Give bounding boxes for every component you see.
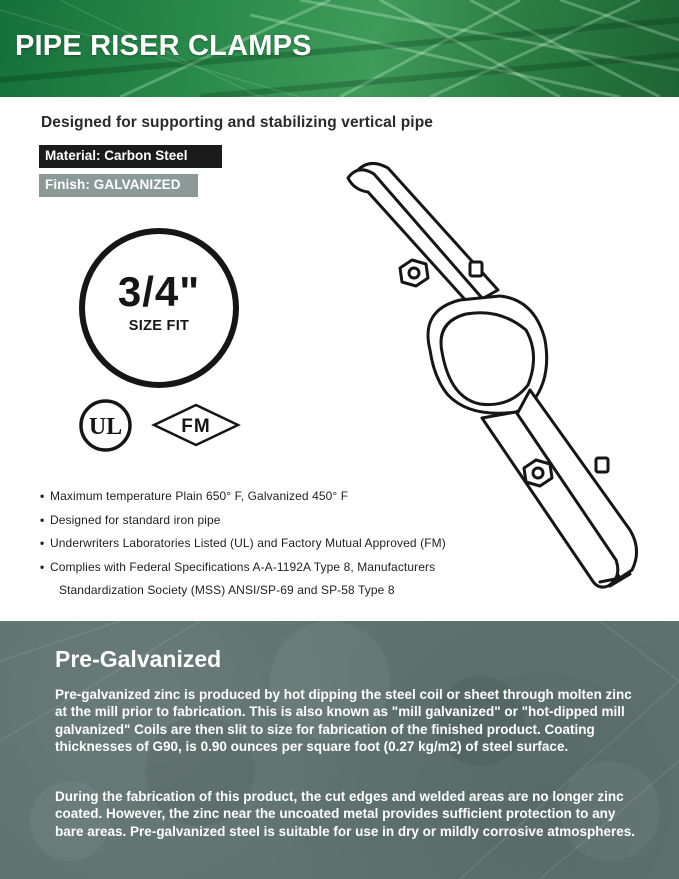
feature-item: • Designed for standard iron pipe <box>40 509 560 533</box>
feature-item-continuation: Standardization Society (MSS) ANSI/SP-69 and SP-58 Type 8 <box>59 583 395 597</box>
section-title: Pre-Galvanized <box>55 646 222 672</box>
material-tag: Material: Carbon Steel <box>39 145 222 168</box>
finish-tag: Finish: GALVANIZED <box>39 174 198 197</box>
pre-galvanized-section <box>0 621 679 879</box>
product-subtitle: Designed for supporting and stabilizing vertical pipe <box>41 114 433 131</box>
bullet-icon: • <box>40 559 45 574</box>
size-badge <box>79 228 239 388</box>
header-banner <box>0 0 679 97</box>
fm-logo-text: FM <box>181 416 211 437</box>
fm-approved-icon <box>151 402 241 448</box>
page-title: PIPE RISER CLAMPS <box>15 30 312 62</box>
feature-list <box>40 485 560 603</box>
bullet-icon: • <box>40 489 45 503</box>
ul-listed-icon <box>78 398 133 453</box>
ul-logo-text: UL <box>88 414 123 440</box>
galvanized-paragraph-1: Pre-galvanized zinc is produced by hot dipping the steel coil or sheet through molten zinc at the mill prior to fabrication. This is also known as "mill galvanized" or "hot-dipped mill galvanized" Coils are then slit to size for fabrication of the finished product. Coating thicknesses of G90, is 0.90 ounces per square foot (0.27 kg/m2) of steel surface. <box>55 687 632 755</box>
feature-item: • Underwriters Laboratories Listed (UL) and Factory Mutual Approved (FM) <box>40 532 560 556</box>
size-value: 3/4" <box>117 268 201 315</box>
bullet-icon: • <box>40 512 45 527</box>
feature-item: • Maximum temperature Plain 650° F, Galvanized 450° F <box>40 485 560 509</box>
bullet-icon: • <box>40 536 45 550</box>
feature-item: • Complies with Federal Specifications A-A-1192A Type 8, Manufacturers <box>40 556 560 580</box>
size-label: SIZE FIT <box>128 318 190 334</box>
galvanized-paragraph-2: During the fabrication of this product, the cut edges and welded areas are no longer zinc coated. However, the zinc near the uncoated metal provides sufficient protection to any bare areas. Pre-galvanized steel is suitable for use in dry or mildly corrosive atmospheres. <box>55 789 635 839</box>
